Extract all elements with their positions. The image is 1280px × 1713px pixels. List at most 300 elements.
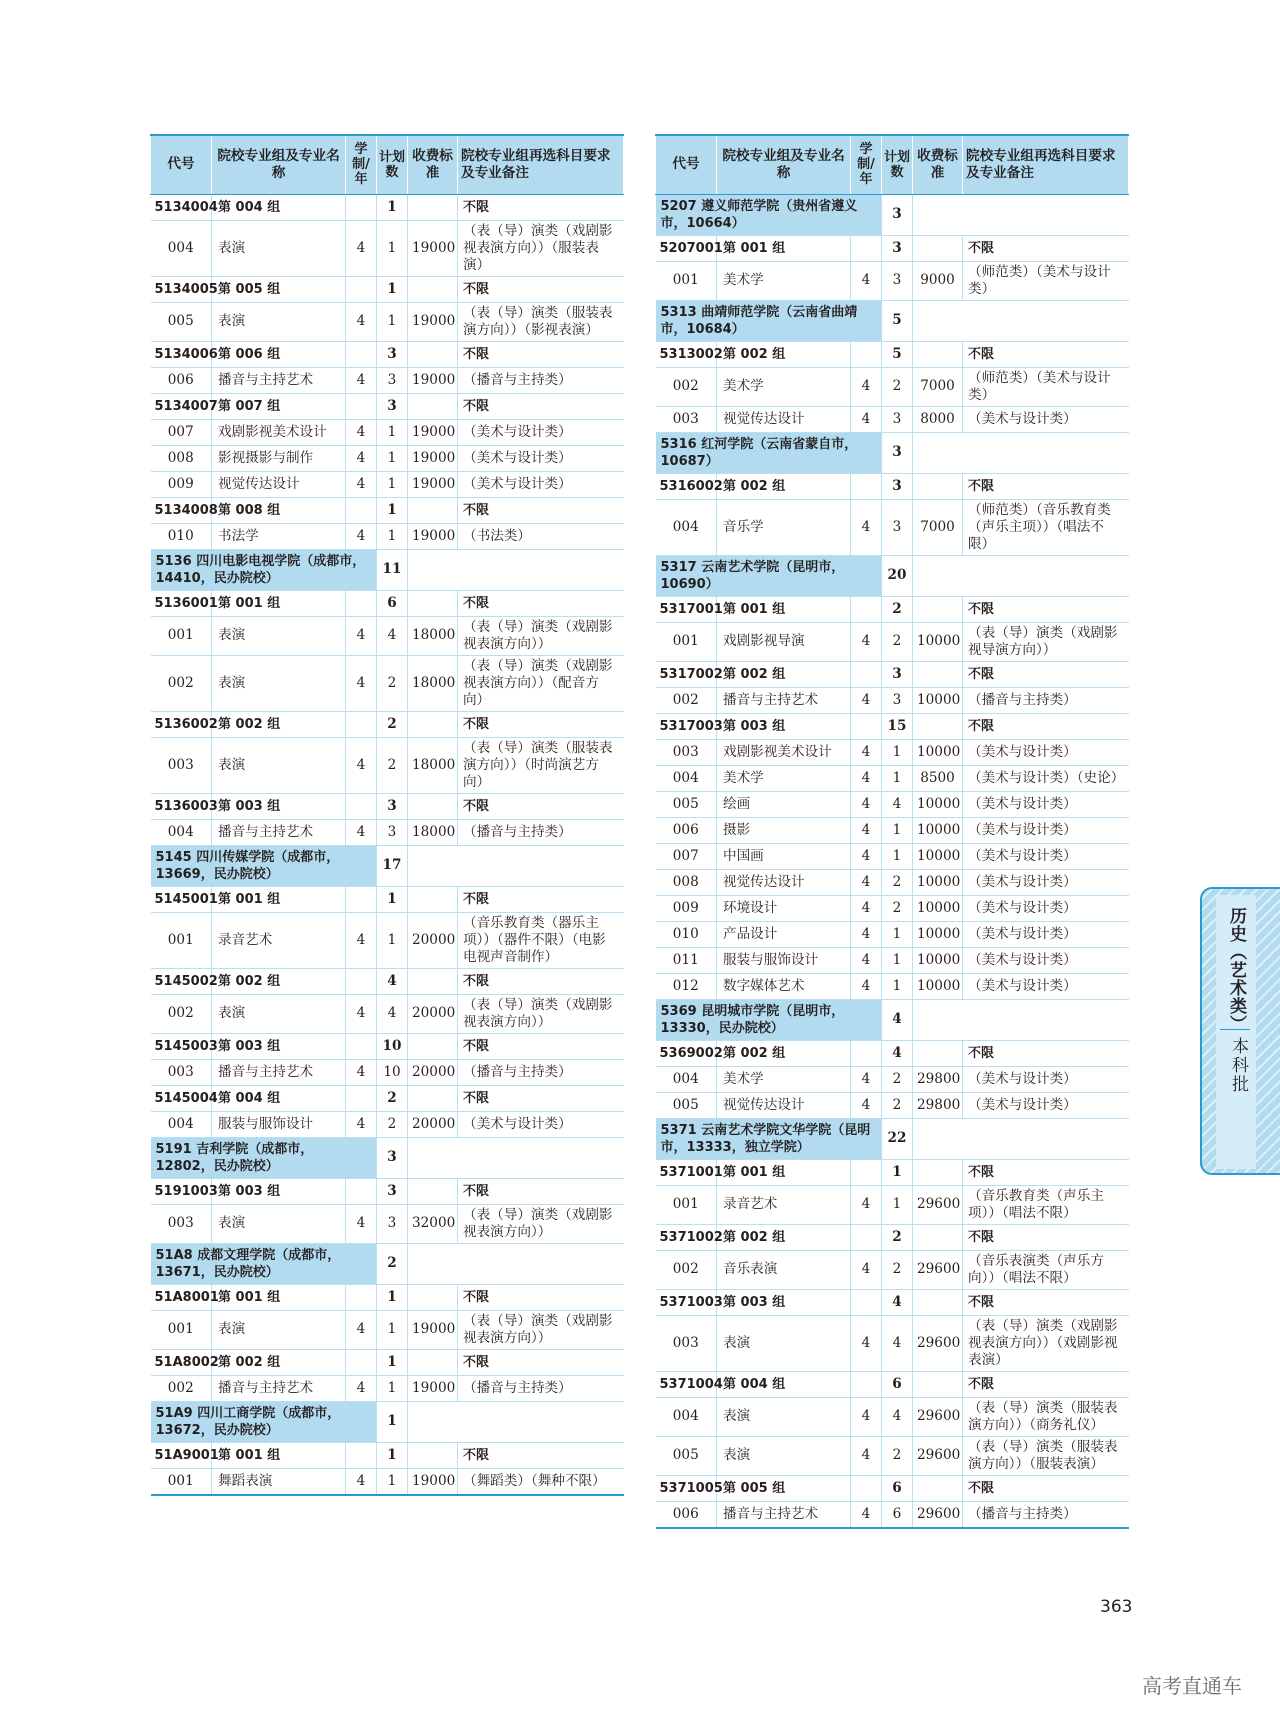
major-years: 4: [346, 419, 377, 445]
major-row: [151, 737, 624, 793]
school-empty: [913, 432, 1129, 473]
major-row: [656, 1501, 1129, 1528]
major-row: [656, 1436, 1129, 1475]
major-note: （播音与主持类）: [963, 687, 1129, 713]
major-row: [151, 220, 624, 276]
group-fee: [913, 1475, 963, 1501]
school-plan: 22: [882, 1118, 913, 1159]
major-note: （播音与主持类）: [458, 367, 624, 393]
major-code: 001: [656, 1185, 717, 1224]
group-years: [346, 1442, 377, 1468]
group-code: 5134004: [151, 194, 212, 220]
group-plan: 1: [377, 886, 408, 912]
major-row: [656, 921, 1129, 947]
group-row: [151, 497, 624, 523]
major-plan: 1: [377, 445, 408, 471]
major-name: 表演: [212, 737, 346, 793]
group-code: 5313002: [656, 341, 717, 367]
major-years: 4: [851, 406, 882, 432]
group-note: 不限: [458, 1033, 624, 1059]
major-name: 绘画: [717, 791, 851, 817]
major-row: [656, 739, 1129, 765]
major-code: 003: [656, 406, 717, 432]
major-note: （表（导）演类（戏剧影视表演方向））: [458, 1310, 624, 1349]
major-plan: 1: [882, 739, 913, 765]
school-row: [656, 555, 1129, 596]
major-code: 010: [151, 523, 212, 549]
major-plan: 1: [882, 1185, 913, 1224]
group-note: 不限: [458, 1085, 624, 1111]
major-fee: 10000: [913, 791, 963, 817]
major-years: 4: [346, 1204, 377, 1243]
school-row: [151, 1401, 624, 1442]
page-number: 363: [1100, 1597, 1133, 1617]
group-years: [346, 793, 377, 819]
group-note: 不限: [458, 590, 624, 616]
group-name: 第 001 组: [212, 590, 346, 616]
group-name: 第 001 组: [212, 1442, 346, 1468]
group-plan: 3: [377, 1178, 408, 1204]
major-plan: 4: [882, 1315, 913, 1371]
major-plan: 2: [377, 655, 408, 711]
group-years: [851, 341, 882, 367]
major-note: （表（导）演类（戏剧影视表演方向））: [458, 616, 624, 655]
major-name: 书法学: [212, 523, 346, 549]
group-row: [151, 341, 624, 367]
watermark-text: 高考直通车: [1142, 1674, 1242, 1698]
group-note: 不限: [963, 1040, 1129, 1066]
group-years: [346, 1178, 377, 1204]
major-row: [656, 817, 1129, 843]
group-row: [151, 968, 624, 994]
group-row: [656, 1289, 1129, 1315]
major-plan: 3: [882, 406, 913, 432]
major-fee: 18000: [408, 616, 458, 655]
header-plan: 计划数: [377, 135, 408, 194]
major-plan: 6: [882, 1501, 913, 1528]
group-name: 第 002 组: [717, 1040, 851, 1066]
group-name: 第 003 组: [212, 793, 346, 819]
group-code: 5317002: [656, 661, 717, 687]
school-name: 5191 吉利学院（成都市，12802，民办院校）: [151, 1137, 377, 1178]
admission-table-right: [655, 134, 1129, 1529]
major-row: [151, 1468, 624, 1495]
major-code: 001: [656, 622, 717, 661]
group-plan: 15: [882, 713, 913, 739]
major-code: 002: [656, 367, 717, 406]
group-code: 5317003: [656, 713, 717, 739]
major-years: 4: [851, 1315, 882, 1371]
group-code: 5145001: [151, 886, 212, 912]
major-code: 002: [151, 994, 212, 1033]
header-note: 院校专业组再选科目要求及专业备注: [963, 135, 1129, 194]
major-row: [151, 367, 624, 393]
group-name: 第 003 组: [717, 713, 851, 739]
group-years: [346, 590, 377, 616]
major-code: 001: [656, 261, 717, 300]
group-name: 第 005 组: [212, 276, 346, 302]
major-fee: 18000: [408, 655, 458, 711]
major-fee: 29800: [913, 1066, 963, 1092]
major-years: 4: [346, 994, 377, 1033]
header-name: 院校专业组及专业名称: [717, 135, 851, 194]
group-plan: 3: [882, 473, 913, 499]
group-years: [346, 341, 377, 367]
major-fee: 29600: [913, 1501, 963, 1528]
major-code: 004: [151, 1111, 212, 1137]
group-fee: [913, 596, 963, 622]
major-code: 004: [151, 819, 212, 845]
major-row: [656, 1066, 1129, 1092]
major-name: 表演: [212, 302, 346, 341]
group-code: 5371005: [656, 1475, 717, 1501]
major-fee: 20000: [408, 994, 458, 1033]
group-name: 第 002 组: [212, 1349, 346, 1375]
major-row: [151, 819, 624, 845]
group-note: 不限: [458, 341, 624, 367]
group-plan: 1: [377, 276, 408, 302]
major-years: 4: [346, 912, 377, 968]
major-row: [656, 1185, 1129, 1224]
major-note: （美术与设计类）: [963, 817, 1129, 843]
major-plan: 1: [377, 1468, 408, 1495]
group-code: 5134005: [151, 276, 212, 302]
major-row: [151, 302, 624, 341]
group-years: [346, 276, 377, 302]
major-code: 003: [151, 737, 212, 793]
major-years: 4: [851, 1436, 882, 1475]
group-code: 5371003: [656, 1289, 717, 1315]
group-row: [151, 886, 624, 912]
group-fee: [408, 793, 458, 819]
group-row: [656, 1040, 1129, 1066]
major-fee: 20000: [408, 1111, 458, 1137]
major-name: 音乐学: [717, 499, 851, 555]
major-code: 007: [151, 419, 212, 445]
major-fee: 19000: [408, 1375, 458, 1401]
major-code: 004: [656, 1066, 717, 1092]
major-code: 008: [151, 445, 212, 471]
group-code: 51A8002: [151, 1349, 212, 1375]
major-plan: 1: [377, 1375, 408, 1401]
major-fee: 20000: [408, 1059, 458, 1085]
major-note: （师范类）（美术与设计类）: [963, 261, 1129, 300]
major-note: （美术与设计类）: [963, 921, 1129, 947]
group-plan: 2: [882, 596, 913, 622]
admission-table-left: [150, 134, 624, 1496]
major-plan: 3: [882, 687, 913, 713]
major-name: 播音与主持艺术: [717, 1501, 851, 1528]
group-code: 5371002: [656, 1224, 717, 1250]
major-code: 009: [151, 471, 212, 497]
school-row: [656, 432, 1129, 473]
group-fee: [408, 194, 458, 220]
group-name: 第 004 组: [212, 194, 346, 220]
major-row: [151, 655, 624, 711]
major-plan: 2: [882, 895, 913, 921]
major-code: 001: [151, 1468, 212, 1495]
group-code: 5145003: [151, 1033, 212, 1059]
group-years: [851, 1159, 882, 1185]
major-years: 4: [346, 655, 377, 711]
group-code: 5369002: [656, 1040, 717, 1066]
school-name: 51A9 四川工商学院（成都市，13672，民办院校）: [151, 1401, 377, 1442]
group-note: 不限: [963, 661, 1129, 687]
group-row: [151, 711, 624, 737]
major-note: （播音与主持类）: [963, 1501, 1129, 1528]
school-name: 5369 昆明城市学院（昆明市，13330，民办院校）: [656, 999, 882, 1040]
major-row: [656, 261, 1129, 300]
major-name: 戏剧影视美术设计: [212, 419, 346, 445]
major-name: 表演: [717, 1315, 851, 1371]
major-fee: 10000: [913, 817, 963, 843]
school-name: 5145 四川传媒学院（成都市，13669，民办院校）: [151, 845, 377, 886]
major-years: 4: [851, 1250, 882, 1289]
major-fee: 32000: [408, 1204, 458, 1243]
major-plan: 1: [882, 921, 913, 947]
major-row: [656, 406, 1129, 432]
group-code: 5134007: [151, 393, 212, 419]
major-code: 006: [656, 817, 717, 843]
major-code: 004: [656, 1397, 717, 1436]
major-row: [656, 1250, 1129, 1289]
major-row: [656, 1397, 1129, 1436]
group-fee: [913, 1040, 963, 1066]
group-plan: 3: [377, 393, 408, 419]
group-code: 5134008: [151, 497, 212, 523]
major-years: 4: [851, 1185, 882, 1224]
major-plan: 1: [377, 419, 408, 445]
school-row: [656, 194, 1129, 235]
group-code: 5136001: [151, 590, 212, 616]
major-years: 4: [851, 1092, 882, 1118]
major-name: 美术学: [717, 367, 851, 406]
school-plan: 17: [377, 845, 408, 886]
group-code: 5136003: [151, 793, 212, 819]
major-row: [151, 1059, 624, 1085]
major-years: 4: [851, 739, 882, 765]
group-code: 5191003: [151, 1178, 212, 1204]
school-name: 5207 遵义师范学院（贵州省遵义市，10664）: [656, 194, 882, 235]
header-code: 代号: [151, 135, 212, 194]
group-row: [151, 590, 624, 616]
major-years: 4: [851, 1397, 882, 1436]
group-plan: 10: [377, 1033, 408, 1059]
major-fee: 7000: [913, 367, 963, 406]
major-name: 表演: [212, 220, 346, 276]
major-plan: 10: [377, 1059, 408, 1085]
group-note: 不限: [458, 1442, 624, 1468]
major-name: 美术学: [717, 1066, 851, 1092]
group-row: [151, 1085, 624, 1111]
major-code: 003: [151, 1204, 212, 1243]
group-fee: [408, 341, 458, 367]
major-fee: 10000: [913, 973, 963, 999]
major-years: 4: [851, 1066, 882, 1092]
major-plan: 4: [377, 616, 408, 655]
group-name: 第 002 组: [717, 1224, 851, 1250]
major-note: （美术与设计类）: [963, 406, 1129, 432]
major-plan: 1: [882, 843, 913, 869]
major-fee: 7000: [913, 499, 963, 555]
group-plan: 1: [377, 1284, 408, 1310]
group-note: 不限: [458, 194, 624, 220]
group-code: 5134006: [151, 341, 212, 367]
major-row: [151, 616, 624, 655]
major-plan: 4: [882, 791, 913, 817]
group-plan: 3: [377, 341, 408, 367]
major-name: 播音与主持艺术: [212, 367, 346, 393]
major-note: （舞蹈类）（舞种不限）: [458, 1468, 624, 1495]
major-plan: 3: [377, 1204, 408, 1243]
group-fee: [408, 497, 458, 523]
major-code: 002: [656, 687, 717, 713]
major-fee: 10000: [913, 622, 963, 661]
major-plan: 3: [377, 367, 408, 393]
group-plan: 1: [377, 1349, 408, 1375]
group-name: 第 004 组: [717, 1371, 851, 1397]
major-note: （表（导）演类（服装表演方向））（时尚演艺方向）: [458, 737, 624, 793]
group-years: [851, 661, 882, 687]
school-name: 5136 四川电影电视学院（成都市，14410，民办院校）: [151, 549, 377, 590]
group-fee: [408, 590, 458, 616]
major-name: 播音与主持艺术: [212, 1059, 346, 1085]
group-row: [656, 1159, 1129, 1185]
school-plan: 11: [377, 549, 408, 590]
group-fee: [408, 276, 458, 302]
group-fee: [408, 886, 458, 912]
major-years: 4: [851, 791, 882, 817]
header-fee: 收费标准: [913, 135, 963, 194]
major-row: [656, 947, 1129, 973]
major-fee: 19000: [408, 220, 458, 276]
header-fee: 收费标准: [408, 135, 458, 194]
major-row: [656, 843, 1129, 869]
major-plan: 3: [882, 499, 913, 555]
group-row: [151, 793, 624, 819]
major-code: 002: [151, 1375, 212, 1401]
school-plan: 2: [377, 1243, 408, 1284]
group-note: 不限: [963, 1371, 1129, 1397]
major-note: （音乐教育类（器乐主项））（器件不限）（电影电视声音制作）: [458, 912, 624, 968]
major-fee: 8000: [913, 406, 963, 432]
major-name: 表演: [212, 1310, 346, 1349]
major-fee: 10000: [913, 921, 963, 947]
group-years: [346, 886, 377, 912]
school-row: [151, 549, 624, 590]
group-row: [656, 1224, 1129, 1250]
major-row: [656, 367, 1129, 406]
major-plan: 1: [377, 523, 408, 549]
school-empty: [913, 194, 1129, 235]
major-row: [151, 1111, 624, 1137]
major-name: 舞蹈表演: [212, 1468, 346, 1495]
major-years: 4: [346, 1310, 377, 1349]
school-empty: [408, 549, 624, 590]
school-name: 5317 云南艺术学院（昆明市，10690）: [656, 555, 882, 596]
major-note: （美术与设计类）: [963, 869, 1129, 895]
major-note: （美术与设计类）: [963, 895, 1129, 921]
header-note: 院校专业组再选科目要求及专业备注: [458, 135, 624, 194]
major-row: [151, 1310, 624, 1349]
group-plan: 4: [377, 968, 408, 994]
major-code: 009: [656, 895, 717, 921]
group-row: [151, 1284, 624, 1310]
school-row: [151, 845, 624, 886]
group-fee: [913, 1371, 963, 1397]
major-note: （表（导）演类（戏剧影视导演方向））: [963, 622, 1129, 661]
major-note: （美术与设计类）: [963, 1066, 1129, 1092]
major-name: 表演: [212, 616, 346, 655]
major-note: （美术与设计类）: [963, 1092, 1129, 1118]
group-name: 第 003 组: [212, 1033, 346, 1059]
group-row: [151, 194, 624, 220]
major-name: 视觉传达设计: [212, 471, 346, 497]
school-row: [656, 300, 1129, 341]
group-fee: [913, 235, 963, 261]
major-row: [656, 499, 1129, 555]
major-plan: 2: [882, 367, 913, 406]
group-code: 5317001: [656, 596, 717, 622]
major-plan: 3: [377, 819, 408, 845]
major-plan: 1: [377, 471, 408, 497]
major-row: [656, 895, 1129, 921]
group-years: [346, 1349, 377, 1375]
group-name: 第 002 组: [717, 341, 851, 367]
major-row: [656, 765, 1129, 791]
major-code: 002: [656, 1250, 717, 1289]
group-note: 不限: [963, 713, 1129, 739]
group-code: 5371001: [656, 1159, 717, 1185]
group-name: 第 003 组: [212, 1178, 346, 1204]
group-code: 5316002: [656, 473, 717, 499]
major-fee: 10000: [913, 947, 963, 973]
school-empty: [408, 1243, 624, 1284]
group-years: [851, 1040, 882, 1066]
group-row: [656, 713, 1129, 739]
school-plan: 4: [882, 999, 913, 1040]
group-name: 第 002 组: [717, 661, 851, 687]
group-years: [851, 1371, 882, 1397]
group-years: [346, 194, 377, 220]
major-note: （表（导）演类（戏剧影视表演方向））: [458, 1204, 624, 1243]
major-name: 录音艺术: [212, 912, 346, 968]
major-name: 美术学: [717, 261, 851, 300]
school-name: 5371 云南艺术学院文华学院（昆明市，13333，独立学院）: [656, 1118, 882, 1159]
major-row: [151, 471, 624, 497]
group-years: [851, 473, 882, 499]
group-fee: [913, 1224, 963, 1250]
major-code: 010: [656, 921, 717, 947]
group-years: [851, 596, 882, 622]
major-name: 产品设计: [717, 921, 851, 947]
table-header-row: [151, 135, 624, 194]
major-code: 005: [656, 1436, 717, 1475]
major-years: 4: [346, 616, 377, 655]
group-plan: 1: [377, 1442, 408, 1468]
major-plan: 2: [882, 1250, 913, 1289]
major-fee: 10000: [913, 739, 963, 765]
group-plan: 2: [882, 1224, 913, 1250]
group-note: 不限: [458, 711, 624, 737]
group-row: [151, 276, 624, 302]
group-plan: 6: [882, 1475, 913, 1501]
group-code: 5145004: [151, 1085, 212, 1111]
group-row: [656, 1475, 1129, 1501]
major-note: （表（导）演类（服装表演方向））（商务礼仪）: [963, 1397, 1129, 1436]
group-row: [151, 393, 624, 419]
group-row: [656, 341, 1129, 367]
